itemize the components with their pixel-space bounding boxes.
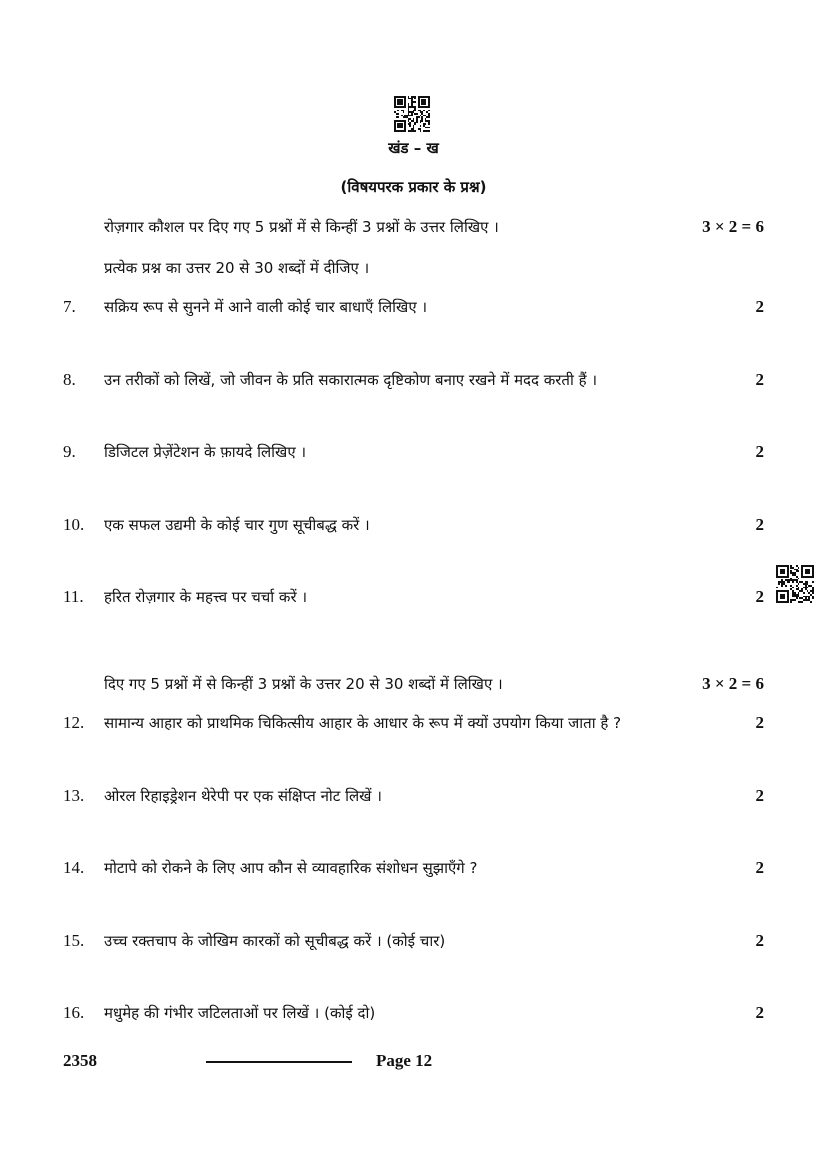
question-number: 10. — [63, 515, 85, 534]
question-number: 8. — [63, 370, 76, 389]
question-text: सक्रिय रूप से सुनने में आने वाली कोई चार बाधाएँ लिखिए । — [104, 298, 428, 316]
part2-instruction: दिए गए 5 प्रश्नों में से किन्हीं 3 प्रश्नों के उत्तर 20 से 30 शब्दों में लिखिए । — [104, 675, 503, 693]
question-marks: 2 — [755, 786, 764, 805]
qr-module — [428, 130, 430, 132]
question-number: 14. — [63, 858, 85, 877]
question-text: मोटापे को रोकने के लिए आप कौन से व्यावहारिक संशोधन सुझाएँगे ? — [104, 859, 478, 877]
question-text: हरित रोज़गार के महत्त्व पर चर्चा करें । — [104, 588, 308, 606]
question-marks: 2 — [755, 713, 764, 732]
question-text: उन तरीकों को लिखें, जो जीवन के प्रति सकारात्मक दृष्टिकोण बनाए रखने में मदद करती हैं । — [104, 371, 598, 389]
page-number: Page 12 — [376, 1051, 433, 1070]
question-text: मधुमेह की गंभीर जटिलताओं पर लिखें । (कोई दो) — [104, 1004, 376, 1022]
footer-divider — [206, 1061, 352, 1063]
part1-instruction-line1: रोज़गार कौशल पर दिए गए 5 प्रश्नों में से किन्हीं 3 प्रश्नों के उत्तर लिखिए । — [104, 218, 499, 236]
question-number: 11. — [63, 587, 84, 606]
question-number: 9. — [63, 442, 76, 461]
section-subtitle: (विषयपरक प्रकार के प्रश्न) — [340, 178, 487, 196]
question-marks: 2 — [755, 587, 764, 606]
question-number: 16. — [63, 1003, 85, 1022]
question-text: डिजिटल प्रेज़ेंटेशन के फ़ायदे लिखिए । — [104, 443, 307, 461]
qr-module — [812, 601, 814, 603]
part1-marks-total: 3 × 2 = 6 — [702, 217, 764, 236]
question-number: 15. — [63, 931, 85, 950]
qr-code-top — [394, 96, 430, 132]
question-marks: 2 — [755, 515, 764, 534]
question-marks: 2 — [755, 370, 764, 389]
section-title: खंड – ख — [388, 139, 439, 157]
part2-marks-total: 3 × 2 = 6 — [702, 674, 764, 693]
question-text: ओरल रिहाइड्रेशन थेरेपी पर एक संक्षिप्त नोट लिखें । — [104, 787, 382, 805]
question-text: उच्च रक्तचाप के जोखिम कारकों को सूचीबद्ध करें । (कोई चार) — [104, 932, 446, 950]
question-number: 13. — [63, 786, 85, 805]
question-text: एक सफल उद्यमी के कोई चार गुण सूचीबद्ध करें । — [104, 516, 370, 534]
question-marks: 2 — [755, 1003, 764, 1022]
qr-code-side — [776, 565, 814, 603]
question-marks: 2 — [755, 442, 764, 461]
paper-code: 2358 — [63, 1051, 97, 1070]
question-marks: 2 — [755, 297, 764, 316]
question-number: 12. — [63, 713, 85, 732]
question-marks: 2 — [755, 931, 764, 950]
question-marks: 2 — [755, 858, 764, 877]
question-number: 7. — [63, 297, 76, 316]
part1-instruction-line2: प्रत्येक प्रश्न का उत्तर 20 से 30 शब्दों में दीजिए । — [104, 259, 370, 277]
question-text: सामान्य आहार को प्राथमिक चिकित्सीय आहार के आधार के रूप में क्यों उपयोग किया जाता है ? — [104, 714, 622, 732]
